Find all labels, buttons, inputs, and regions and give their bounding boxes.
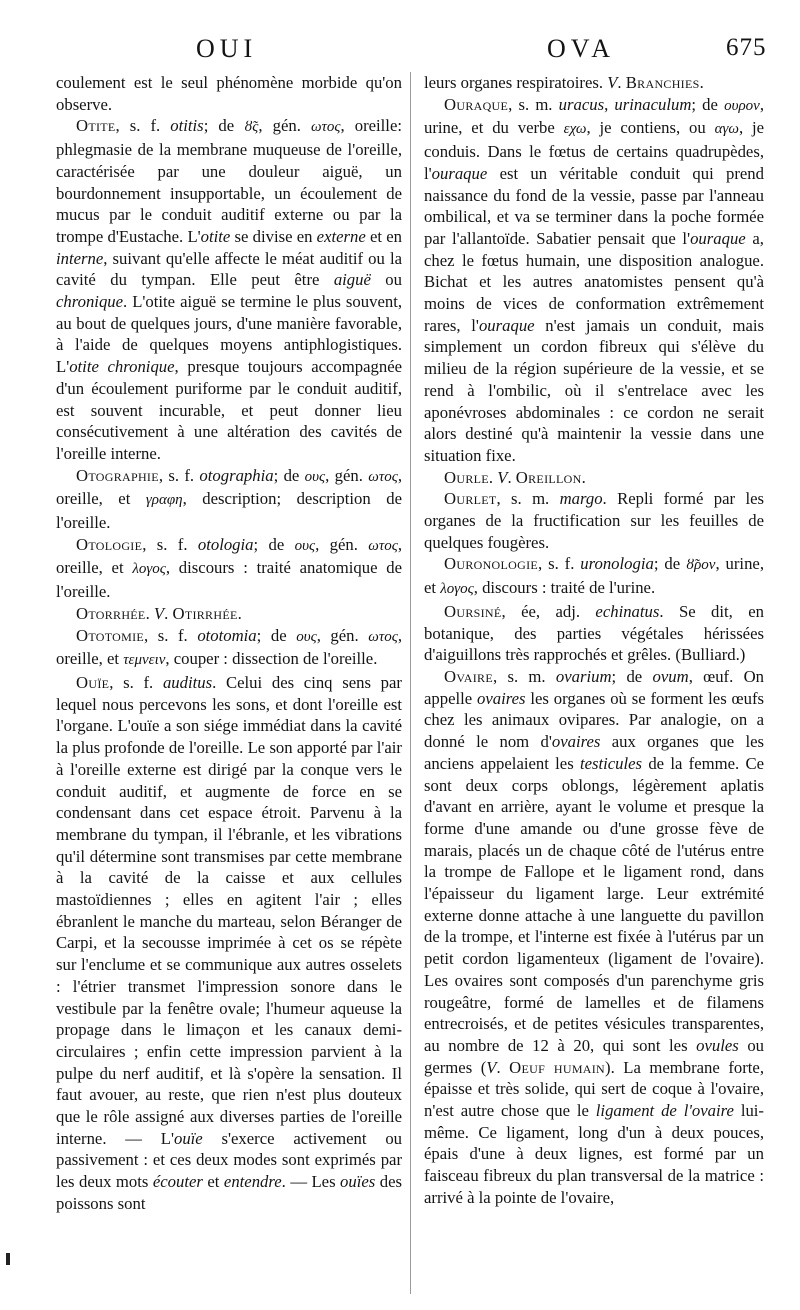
headword: Otite [76, 116, 116, 136]
entry-text: , s. f. [144, 625, 198, 645]
italic-term: ovum [652, 666, 689, 686]
running-header [0, 34, 800, 74]
entry-text: ; de [203, 116, 245, 136]
headword: Ourle [444, 467, 489, 487]
entry-text: . [145, 603, 154, 623]
headword: Otographie [76, 465, 159, 485]
italic-term: aiguë [333, 270, 371, 290]
dictionary-entry [56, 534, 402, 603]
entry-text: ; de [253, 534, 295, 554]
headword: Branchies [625, 73, 700, 92]
italic-term: V [607, 73, 618, 92]
column-divider [410, 72, 411, 1294]
entry-text: ou [370, 270, 402, 290]
greek-term: ωτος [310, 119, 341, 136]
greek-term: ους [296, 628, 317, 645]
dictionary-entry [424, 601, 764, 666]
headword: Ouronologie [444, 554, 539, 574]
entry-text: ou germes ( [424, 1035, 765, 1077]
entry-text: aux organes que les anciens appelaient les [424, 732, 765, 773]
entry-text: , s. f. [109, 672, 163, 692]
entry-text: , s. m. [508, 94, 559, 114]
italic-term: ovules [696, 1035, 739, 1055]
greek-term: εχω [563, 121, 587, 138]
headword: Oreillon [515, 467, 582, 487]
right-column [424, 72, 764, 1209]
entry-text: . Repli formé par les organes de la fructification sur les feuilles de quelques fougères. [424, 489, 764, 552]
entry-text: . [581, 467, 586, 487]
entry-text: , s. m. [496, 489, 560, 509]
italic-term: ouraque [431, 163, 488, 183]
italic-term: ouraque [690, 228, 746, 248]
headword: Ototomie [76, 625, 145, 645]
greek-term: λογος [132, 561, 166, 578]
italic-term: chronique [56, 292, 124, 312]
dictionary-entry [424, 488, 764, 553]
italic-term: V [486, 1057, 497, 1077]
entry-text: , œuf. On appelle [424, 666, 764, 708]
dictionary-entry [56, 625, 402, 672]
entry-text: ; de [653, 554, 687, 574]
italic-term: ovaires [551, 732, 601, 752]
italic-term: urinaculum [614, 94, 692, 114]
entry-text: , gén. [315, 534, 369, 554]
italic-term: otologia [197, 534, 254, 554]
entry-text: , oreille: phlegmasie de la membrane muqueuse de l'oreille, caractérisée par une douleur aiguë, un bourdonnement insupportable, un écoulement de mucus par le conduit auditif externe ou par la trompe d'Eustache. L' [56, 116, 402, 246]
entry-text: , gén. [258, 116, 311, 136]
entry-text: , urine, et du verbe [424, 94, 765, 138]
entry-text: . [617, 73, 626, 92]
entry-text: , ée, adj. [501, 601, 596, 621]
entry-text: . [488, 467, 498, 487]
entry-text: se divise en [230, 226, 317, 246]
entry-text: ; de [273, 465, 305, 485]
headword: Ouïe [76, 672, 110, 692]
entry-text: ; de [611, 666, 653, 686]
headword: Oeuf humain [509, 1057, 606, 1077]
italic-term: V [153, 603, 165, 623]
greek-term: ωτος [368, 628, 398, 645]
italic-term: auditus [162, 672, 213, 692]
italic-term: entendre [223, 1172, 282, 1192]
dictionary-entry [424, 666, 764, 1209]
entry-text: ). La membrane forte, épaisse et très solide, qui sert de coque à l'ovaire, n'est autre chose que le [424, 1057, 764, 1121]
headword: Ovaire [444, 666, 493, 686]
entry-text: , description; description de l'oreille. [56, 489, 403, 533]
entry-text: n'est jamais un conduit, mais simplement un cordon fibreux qui s'élève du milieu de la région supérieure de la vessie, et se rend à l'ombilic, où il s'entrelace avec les aponévroses abdominales : ce cordon ne serait alors destiné qu'à maintenir la vessie dans une situation fixe. [424, 315, 764, 465]
entry-text: . [164, 603, 173, 623]
italic-term: otitis [170, 116, 204, 136]
margin-mark [6, 1253, 10, 1265]
entry-text: . [699, 73, 704, 92]
entry-text: des poissons sont [56, 1172, 402, 1213]
entry-text: , discours : traité anatomique de l'oreille. [56, 558, 402, 602]
dictionary-entry [424, 94, 764, 467]
entry-text: , [604, 94, 615, 114]
entry-text: , urine, et [424, 554, 764, 598]
entry-text: . — Les [281, 1172, 341, 1192]
entry-text: . [496, 1057, 510, 1077]
italic-term: ouïes [340, 1172, 376, 1192]
page-number: 675 [726, 34, 767, 61]
entry-text: . [507, 467, 516, 487]
greek-term: ȣ̃ρον [686, 557, 716, 574]
entry-text: , s. f. [142, 534, 198, 554]
dictionary-entry [56, 72, 402, 115]
dictionary-entry [56, 672, 402, 1215]
headword: Otirrhée [172, 603, 238, 623]
entry-text: , oreille, et [56, 625, 402, 669]
entry-text: , s. f. [538, 554, 581, 574]
entry-text: , gén. [325, 465, 369, 485]
italic-term: ouïe [173, 1128, 203, 1148]
italic-term: interne [56, 248, 104, 268]
entry-text: , oreille, et [56, 465, 402, 509]
headword: Ouraque [444, 94, 509, 114]
entry-text: lui-même. Ce ligament, long d'un à deux pouces, épais d'une à deux lignes, est formé par un faisceau fibreux du plan transversal de la matrice : arrivé à la pointe de l'ovaire, [424, 1101, 764, 1207]
entry-text: , oreille, et [56, 534, 402, 578]
greek-term: ους [294, 537, 316, 554]
italic-term: externe [316, 226, 366, 246]
entry-text: , gén. [316, 625, 369, 645]
dictionary-entry [56, 465, 402, 534]
greek-term: ωτος [368, 537, 398, 554]
entry-text: , discours : traité de l'urine. [473, 578, 656, 598]
entry-text: . Celui des cinq sens par lequel nous percevons les sons, et dont l'oreille est l'organe. L'ouïe a son siége immédiat dans la cavité la plus profonde de l'oreille. Le son apporté par l'air à l'oreille externe est dirigé par la conque vers le conduit auditif, et augmente de force en se condensant dans cet espace étroit. Parvenu à la membrane du tympan, il l'ébranle, et les vibrations qu'il détermine sont transmises par cette membrane à la cavité de la caisse et aux cellules mastoïdiennes ; elles en agitent l'air ; elles ébranlent le manche du marteau, selon Béranger de Carpi, et la secousse imprimée à cet os se répète sur l'enclume et se communique aux autres osselets : l'étrier transmet l'impression sonore dans le vestibule par la fenêtre ovale; l'humeur aqueuse la propage dans le limaçon et les canaux demi-circulaires ; enfin cette impression parvient à la pulpe du nerf auditif, et là s'opère la sensation. Il faut avouer, au reste, que rien n'est plus douteux que le rôle assigné aux diverses parties de l'oreille interne. — L' [56, 672, 402, 1148]
entry-text: , je conduis. Dans le fœtus de certains quadrupèdes, l' [424, 118, 765, 183]
italic-term: V [497, 467, 508, 487]
entry-text: ; de [691, 94, 725, 114]
entry-text: ; de [256, 625, 297, 645]
headword: Ourlet [444, 489, 497, 509]
headword: Otologie [76, 534, 143, 554]
entry-text: . [237, 603, 242, 623]
entry-text: de la femme. Ce sont deux corps oblongs, légèrement aplatis d'avant en arrière, ayant le volume et presque la forme d'une amande ou d'une grosse fève de marais, placés un de chaque côté de l'utérus entre la trompe de Fallope et le ligament rond, dans l'épaisseur du ligament large. Leur extrémité externe donne attache à une languette du pavillon de la trompe, et l'interne est fixée à l'utérus par un petit cordon ligamenteux (ligament de l'ovaire). Les ovaires sont composés d'un parenchyme gris rougeâtre, formé de lamelles et de filamens entrecroisés, et de petites vésicules transparentes, au nombre de 12 à 20, qui sont les [424, 753, 764, 1055]
dictionary-entry [424, 467, 764, 489]
greek-term: γραφη [145, 492, 183, 509]
entry-text: , s. f. [115, 116, 171, 136]
italic-term: ouraque [478, 315, 535, 335]
dictionary-entry [56, 603, 402, 625]
header-right-word: OVA [547, 34, 615, 63]
greek-term: τεμνειν [123, 652, 166, 669]
italic-term: testicules [579, 753, 643, 773]
dictionary-entry [56, 115, 402, 464]
entry-text: et en [365, 226, 402, 246]
headword: Oursiné [444, 601, 502, 621]
left-column [56, 72, 402, 1215]
entry-text: et [202, 1172, 224, 1192]
entry-text: , presque toujours accompagnée d'un écoulement puriforme par le conduit auditif, est souvent incurable, et peut donner lieu consécutivement à une altération des cavités de l'oreille interne. [56, 357, 403, 463]
headword: Otorrhée [76, 603, 146, 623]
italic-term: echinatus [595, 601, 660, 621]
entry-text: , suivant qu'elle affecte le méat auditif ou la cavité du tympan. Elle peut être [56, 248, 402, 290]
italic-term: margo [559, 489, 603, 509]
entry-text: . L'otite aiguë se termine le plus souvent, au bout de quelques jours, d'une manière favorable, à l'aide de quelques moyens antiphlogistiques. L' [56, 292, 402, 377]
italic-term: otite chronique [69, 357, 175, 377]
greek-term: ουρον [724, 97, 760, 114]
entry-text: , couper : dissection de l'oreille. [165, 649, 378, 669]
entry-text: leurs organes respiratoires. [424, 73, 608, 92]
italic-term: uracus [558, 94, 605, 114]
entry-text: s'exerce activement ou passivement : et ces deux modes sont exprimés par les deux mots [56, 1128, 403, 1192]
dictionary-entry [424, 72, 764, 94]
italic-term: ovarium [555, 666, 612, 686]
italic-term: ototomia [197, 625, 257, 645]
entry-text: les organes où se forment les œufs chez les animaux ovipares. Par analogie, on a donné le nom d' [424, 688, 764, 752]
greek-term: ȣ̃ς [244, 119, 259, 136]
greek-term: λογος [440, 581, 474, 598]
italic-term: otite [200, 226, 231, 246]
italic-term: écouter [152, 1172, 203, 1192]
italic-term: ligament de l'ovaire [595, 1101, 734, 1121]
greek-term: αγω [714, 121, 739, 138]
italic-term: otographia [199, 465, 274, 485]
entry-text: , je contiens, ou [586, 118, 715, 138]
entry-text: est un véritable conduit qui prend naissance du fond de la vessie, passe par l'anneau ombilical, et va se terminer dans la poche formée par l'allantoïde. Sabatier pensait que l' [424, 163, 764, 248]
entry-text: , s. m. [492, 666, 556, 686]
dictionary-entry [424, 553, 764, 600]
greek-term: ους [304, 468, 326, 485]
italic-term: ovaires [477, 688, 526, 708]
entry-text: . Se dit, en botanique, des parties végétales hérissées d'aiguillons très rapprochés et grêles. (Bulliard.) [424, 601, 764, 665]
entry-text: coulement est le seul phénomène morbide qu'on observe. [56, 73, 402, 114]
italic-term: uronologia [580, 554, 654, 574]
header-left-word: OUI [196, 34, 258, 63]
entry-text: a, chez le fœtus humain, une disposition analogue. Bichat et les autres anatomistes pensent qu'à moins de vices de conformation extrêmement rares, l' [424, 228, 764, 335]
entry-text: , s. f. [158, 465, 200, 485]
greek-term: ωτος [368, 468, 398, 485]
